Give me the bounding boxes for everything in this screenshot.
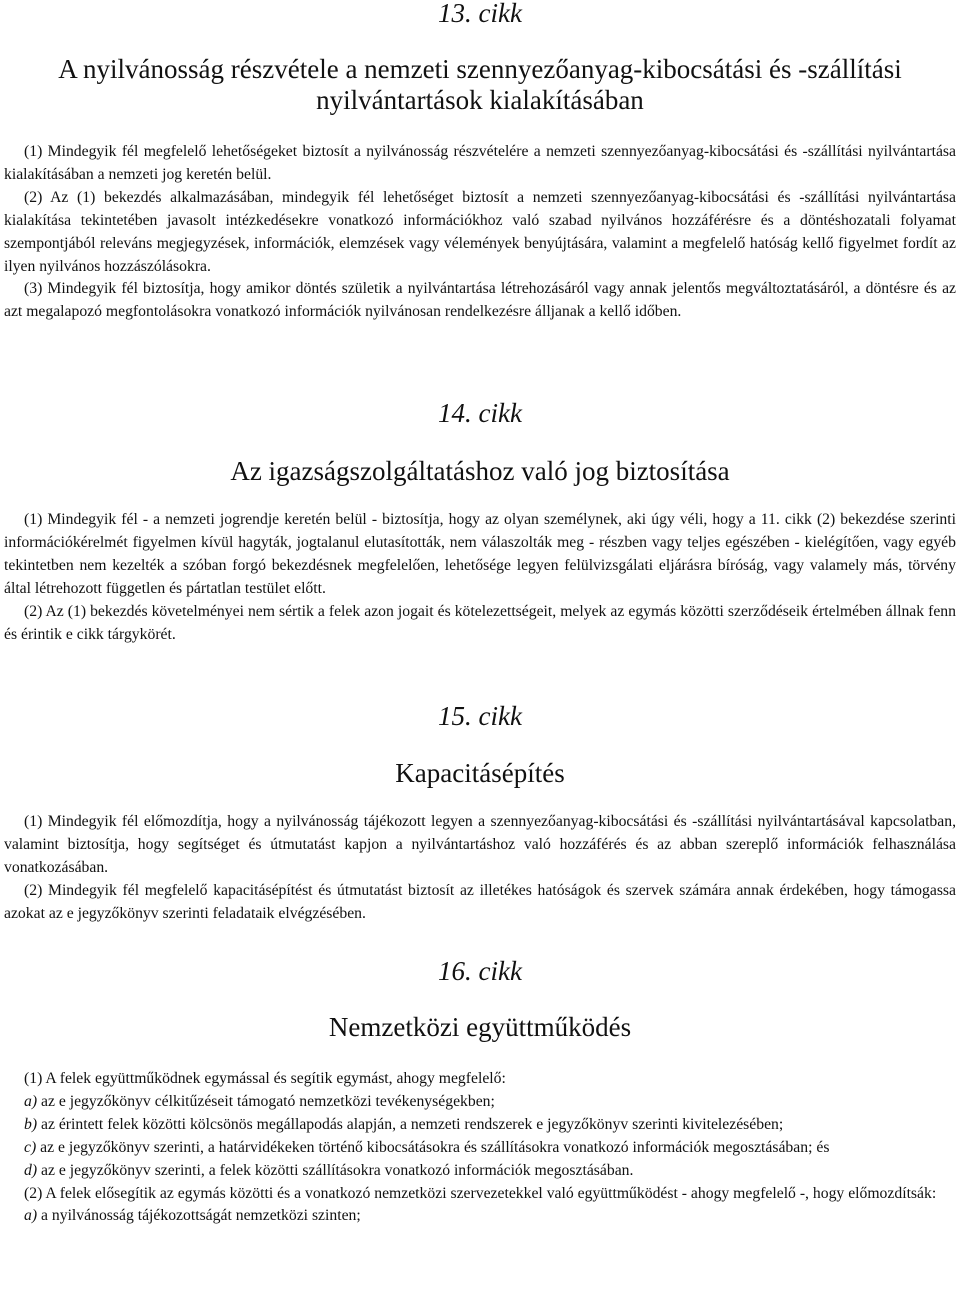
list-item-text: az e jegyzőkönyv szerinti, a felek közötti szállításokra vonatkozó információk megosztásában. [37,1161,634,1179]
list-item [4,1205,956,1228]
list-item [4,1091,956,1114]
paragraph: (2) Mindegyik fél megfelelő kapacitásépítést és útmutatást biztosít az illetékes hatóságok és szervek számára annak érdekében, hogy támogassa azokat az e jegyzőkönyv szerinti feladataik elvégzésében. [4,881,956,922]
list-item [4,1160,956,1183]
article-body [4,509,956,646]
list-item-text: a nyilvánosság tájékozottságát nemzetközi szinten; [37,1207,361,1225]
article-body [4,811,956,926]
article-number: 16. cikk [438,956,522,986]
list-letter: a) [24,1092,38,1110]
article-number: 13. cikk [438,0,522,28]
article-title: Az igazságszolgáltatáshoz való jog biztosítása [230,456,730,486]
paragraph: (2) Az (1) bekezdés követelményei nem sértik a felek azon jogait és kötelezettségeit, melyek az egymás közötti szerződéseik értelmében állnak fenn és érintik e cikk tárgykörét. [4,602,956,643]
list-item-text: az e jegyzőkönyv szerinti, a határvidékeken történő kibocsátásokra és szállításokra vonatkozó információk megosztásában; és [36,1138,830,1156]
article-title: Nemzetközi együttműködés [328,1012,632,1042]
article-body [4,1068,956,1228]
article-title: Kapacitásépítés [395,758,565,788]
article-number: 15. cikk [438,701,522,731]
paragraph: (2) A felek elősegítik az egymás közötti és a vonatkozó nemzetközi szervezetekkel való együttműködést - ahogy megfelelő -, hogy előmozdítsák: [24,1184,937,1202]
paragraph: (1) A felek együttműködnek egymással és segítik egymást, ahogy megfelelő: [24,1070,506,1087]
paragraph: (1) Mindegyik fél megfelelő lehetőségeket biztosít a nyilvánosság részvételére a nemzeti szennyezőanyag-kibocsátási és -szállítási nyilvántartása kialakításában a nemzeti jog keretén belül. [4,143,956,183]
article-number: 14. cikk [438,398,522,428]
list-letter: a) [24,1207,38,1225]
paragraph: (3) Mindegyik fél biztosítja, hogy amikor döntés születik a nyilvántartása létrehozásáról vagy annak jelentős megváltoztatásáról, a döntésre és az azt megalapozó megfontolásokra vonatkozó információk nyilvánosan rendelkezésre álljanak a kellő időben. [4,280,956,321]
list-item-text: az érintett felek közötti kölcsönös megállapodás alapján, a nemzeti rendszerek e jegyzőkönyv szerinti kivitelezésében; [37,1115,784,1133]
paragraph: (1) Mindegyik fél előmozdítja, hogy a nyilvánosság tájékozott legyen a szennyezőanyag-kibocsátási és -szállítási nyilvántartásával kapcsolatban, valamint biztosítja, hogy segítséget és útmutatást kapjon a nyilvántartáshoz való hozzáférés és az abban szereplő információk felhasználása vonatkozásában. [4,813,956,876]
paragraph: (1) Mindegyik fél - a nemzeti jogrendje keretén belül - biztosítja, hogy az olyan személynek, aki úgy véli, hogy a 11. cikk (2) bekezdése szerinti információkérelmét figyelmen kívül hagyták, jogtalanul elutasították, nem válaszolták meg - részben vagy teljes egészében - kielégítően, vagy egyéb tekintetben nem kezelték a szóban forgó bekezdésnek megfelelően, lehetősége legyen felülvizsgálati eljárásra bíróság, vagy valamely más, törvény által létrehozott független és pártatlan testület előtt. [4,511,956,597]
article-title [0,54,960,116]
paragraph: (2) Az (1) bekezdés alkalmazásában, mindegyik fél lehetőséget biztosít a nemzeti szennyezőanyag-kibocsátási és -szállítási nyilvántartása kialakítása tekintetében javasolt intézkedésekre vonatkozó információkhoz való szabad nyilvános hozzáférésre és a döntéshozatali folyamat szempontjából releváns megjegyzések, információk, elemzések vagy vélemények benyújtására, valamint a megfelelő hatóság kellő figyelmet fordít az ilyen nyilvános hozzászólásokra. [4,188,956,275]
article-title-line: nyilvántartások kialakításában [316,85,644,115]
article-title-line: A nyilvánosság részvétele a nemzeti szennyezőanyag-kibocsátási és -szállítási [58,54,902,84]
list-item-text: az e jegyzőkönyv célkitűzéseit támogató nemzetközi tevékenységekben; [37,1092,495,1110]
article-body [4,141,956,324]
list-item [4,1114,956,1137]
list-letter: c) [24,1138,37,1156]
list-letter: d) [24,1161,38,1179]
list-item [4,1137,956,1160]
list-letter: b) [24,1115,38,1133]
